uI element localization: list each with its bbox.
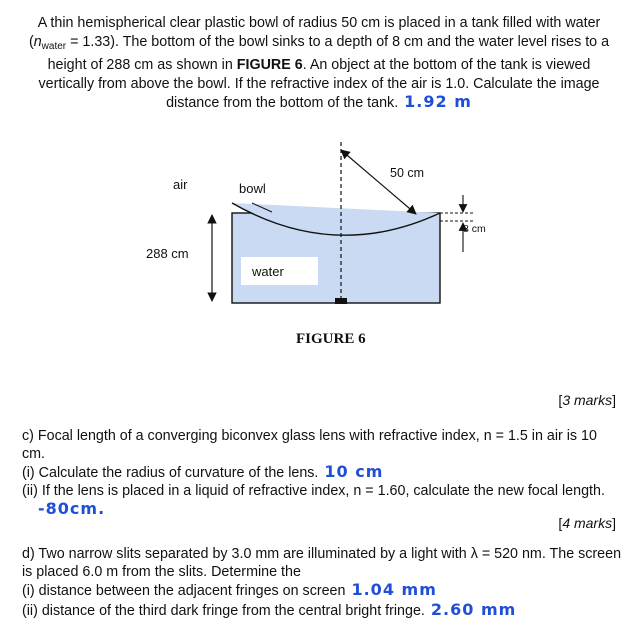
n-subscript: water [41,40,67,52]
marks-part-c-text: 4 marks [562,515,613,531]
part-d-i [22,581,622,601]
intro-text-1: A thin hemispherical clear plastic bowl of radius 50 cm is placed in a tank filled with water ( [28,15,601,50]
part-d-ii-text: (ii) distance of the third dark fringe from the central bright fringe. [22,602,425,619]
part-c-i [22,463,622,483]
handwritten-answer-c-i: 10 cm [324,462,384,481]
handwritten-answer-d-i: 1.04 mm [351,580,437,599]
part-c-i-text: (i) Calculate the radius of curvature of the lens. [22,465,319,481]
intro-text-2: = 1.33). The bottom of the bowl sinks to a depth of 8 cm and the water level rises to a height of 288 cm as shown in [47,33,610,74]
handwritten-answer-c-ii: -80cm. [38,499,106,518]
marks-part-b: [3 marks] [558,392,616,408]
part-d [22,546,622,620]
handwritten-answer-b: 1.92 m [404,92,472,112]
marks-part-b-text: 3 marks [562,392,613,408]
part-d-i-text: (i) distance between the adjacent fringes on screen [22,583,346,599]
part-c-intro: c) Focal length of a converging biconvex glass lens with refractive index, n = 1.5 in air is 10 cm. [22,428,597,462]
n-symbol: n [33,33,42,50]
part-c-ii-answer-row [22,500,622,520]
label-depth: 8 cm [463,223,486,235]
object-marker [335,298,347,304]
label-water: water [252,264,284,279]
label-radius: 50 cm [390,166,425,180]
figure-reference: FIGURE 6 [236,57,303,74]
label-height: 288 cm [146,246,189,261]
handwritten-answer-d-ii: 2.60 mm [430,599,517,619]
part-d-ii [22,601,622,621]
part-c-ii: (ii) If the lens is placed in a liquid of refractive index, n = 1.60, calculate the new focal length. [22,482,605,499]
figure-caption: FIGURE 6 [296,331,366,347]
part-d-intro: d) Two narrow slits separated by 3.0 mm are illuminated by a light with λ = 520 nm. The screen is placed 6.0 m from the slits. Determine the [22,546,622,580]
intro-text-3: . An object at the bottom of the tank is viewed vertically from above the bowl. If the refractive index of the air is 1.0. Calculate the image distance from the bottom of the tank. [38,57,600,112]
marks-part-c: [4 marks] [558,515,616,531]
label-bowl: bowl [239,181,266,196]
radius-arrow [341,150,416,214]
label-air: air [173,177,188,192]
part-c [22,428,622,520]
